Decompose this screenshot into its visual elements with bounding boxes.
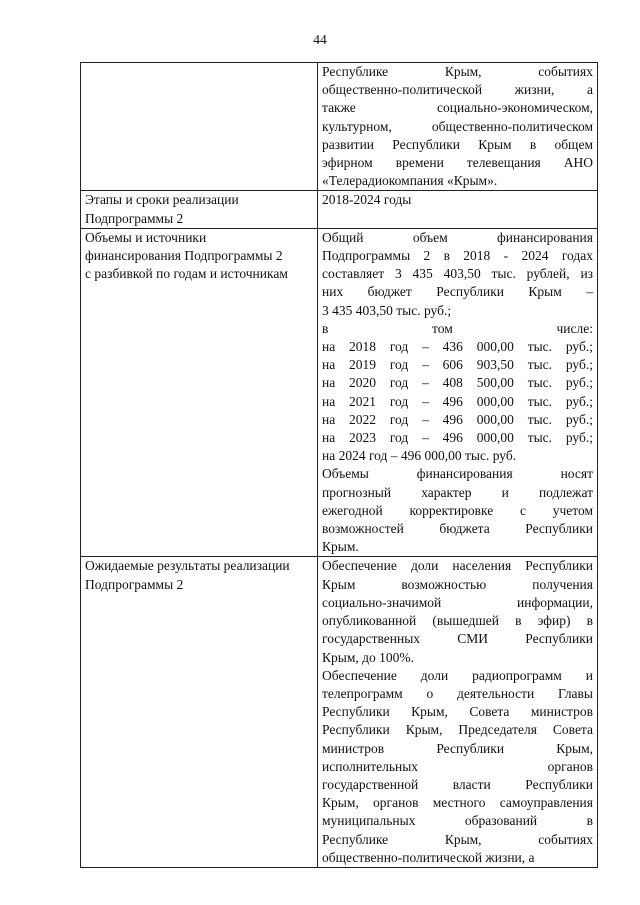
content-line: Обеспечение доли радиопрограмм и [322, 667, 593, 683]
row-label-line: Ожидаемые результаты реализации [85, 558, 290, 574]
row-label-cell [81, 63, 318, 191]
content-line: Республике Крым, событиях [322, 831, 593, 847]
content-line: исполнительных органов [322, 758, 593, 774]
content-line: культурном, общественно-политическом [322, 118, 593, 134]
table-row [81, 63, 598, 191]
row-label-line: Подпрограммы 2 [85, 576, 184, 592]
content-line: Общий объем финансирования [322, 229, 593, 245]
content-line: Объемы финансирования носят [322, 466, 593, 482]
content-line: государственной власти Республики [322, 776, 593, 792]
content-line: «Телерадиокомпания «Крым». [322, 173, 498, 189]
content-line: на 2021 год – 496 000,00 тыс. руб.; [322, 393, 593, 409]
row-label-line: финансирования Подпрограммы 2 [85, 248, 283, 264]
passport-table [80, 62, 598, 868]
content-line: Крым, органов местного самоуправления [322, 795, 593, 811]
row-label-line: с разбивкой по годам и источникам [85, 266, 288, 282]
content-line: Республики Крым, Совета министров [322, 704, 593, 720]
content-paragraph [322, 465, 593, 556]
content-line: государственных СМИ Республики [322, 631, 593, 647]
row-content-cell [318, 228, 598, 557]
content-line: развитии Республики Крым в общем [322, 136, 593, 152]
content-line: министров Республики Крым, [322, 740, 593, 756]
row-label-cell [81, 228, 318, 557]
content-line: опубликованной (вышедшей в эфир) в [322, 613, 593, 629]
row-content-cell [318, 191, 598, 228]
content-line: Подпрограммы 2 в 2018 - 2024 годах [322, 248, 593, 264]
row-label-cell [81, 557, 318, 867]
content-line: также социально-экономическом, [322, 100, 593, 116]
row-label-cell [81, 191, 318, 228]
row-label-line: Объемы и источники [85, 229, 207, 245]
content-line: муниципальных образований в [322, 813, 593, 829]
passport-table-body [81, 63, 598, 868]
content-line: социально-значимой информации, [322, 594, 593, 610]
content-line: Обеспечение доли населения Республики [322, 558, 593, 574]
content-line: на 2024 год – 496 000,00 тыс. руб. [322, 448, 517, 464]
content-line: Крым, до 100%. [322, 649, 414, 665]
content-line: них бюджет Республики Крым – [322, 284, 593, 300]
content-line: эфирном времени телевещания АНО [322, 155, 593, 171]
table-row [81, 191, 598, 228]
content-paragraph [322, 667, 593, 867]
content-line: Республике Крым, событиях [322, 64, 593, 79]
row-content-cell [318, 63, 598, 191]
row-label-line: Подпрограммы 2 [85, 210, 184, 226]
content-line: общественно-политической жизни, а [322, 849, 535, 865]
content-line: в том числе: [322, 320, 593, 336]
content-line: на 2019 год – 606 903,50 тыс. руб.; [322, 357, 593, 373]
table-row [81, 557, 598, 867]
content-line: на 2023 год – 496 000,00 тыс. руб.; [322, 430, 593, 446]
content-paragraph [322, 229, 593, 320]
content-line: на 2020 год – 408 500,00 тыс. руб.; [322, 375, 593, 391]
content-line: телепрограмм о деятельности Главы [322, 685, 593, 701]
content-line: возможностей бюджета Республики [322, 521, 593, 537]
content-paragraph [322, 320, 593, 466]
content-line: на 2022 год – 496 000,00 тыс. руб.; [322, 411, 593, 427]
content-line: 3 435 403,50 тыс. руб.; [322, 302, 452, 318]
content-paragraph [322, 557, 593, 666]
page-number: 44 [313, 32, 327, 47]
content-paragraph [322, 191, 593, 209]
content-line: на 2018 год – 436 000,00 тыс. руб.; [322, 339, 593, 355]
content-line: ежегодной корректировке с учетом [322, 502, 593, 518]
content-paragraph [322, 63, 593, 190]
content-line: прогнозный характер и подлежат [322, 484, 593, 500]
content-line: общественно-политической жизни, а [322, 82, 593, 98]
row-content-cell [318, 557, 598, 867]
content-line: составляет 3 435 403,50 тыс. рублей, из [322, 266, 593, 282]
content-line: Республики Крым, Председателя Совета [322, 722, 593, 738]
content-line: 2018-2024 годы [322, 192, 412, 208]
content-line: Крым возможностью получения [322, 576, 593, 592]
table-row [81, 228, 598, 557]
row-label-line: Этапы и сроки реализации [85, 192, 239, 208]
content-line: Крым. [322, 539, 359, 555]
